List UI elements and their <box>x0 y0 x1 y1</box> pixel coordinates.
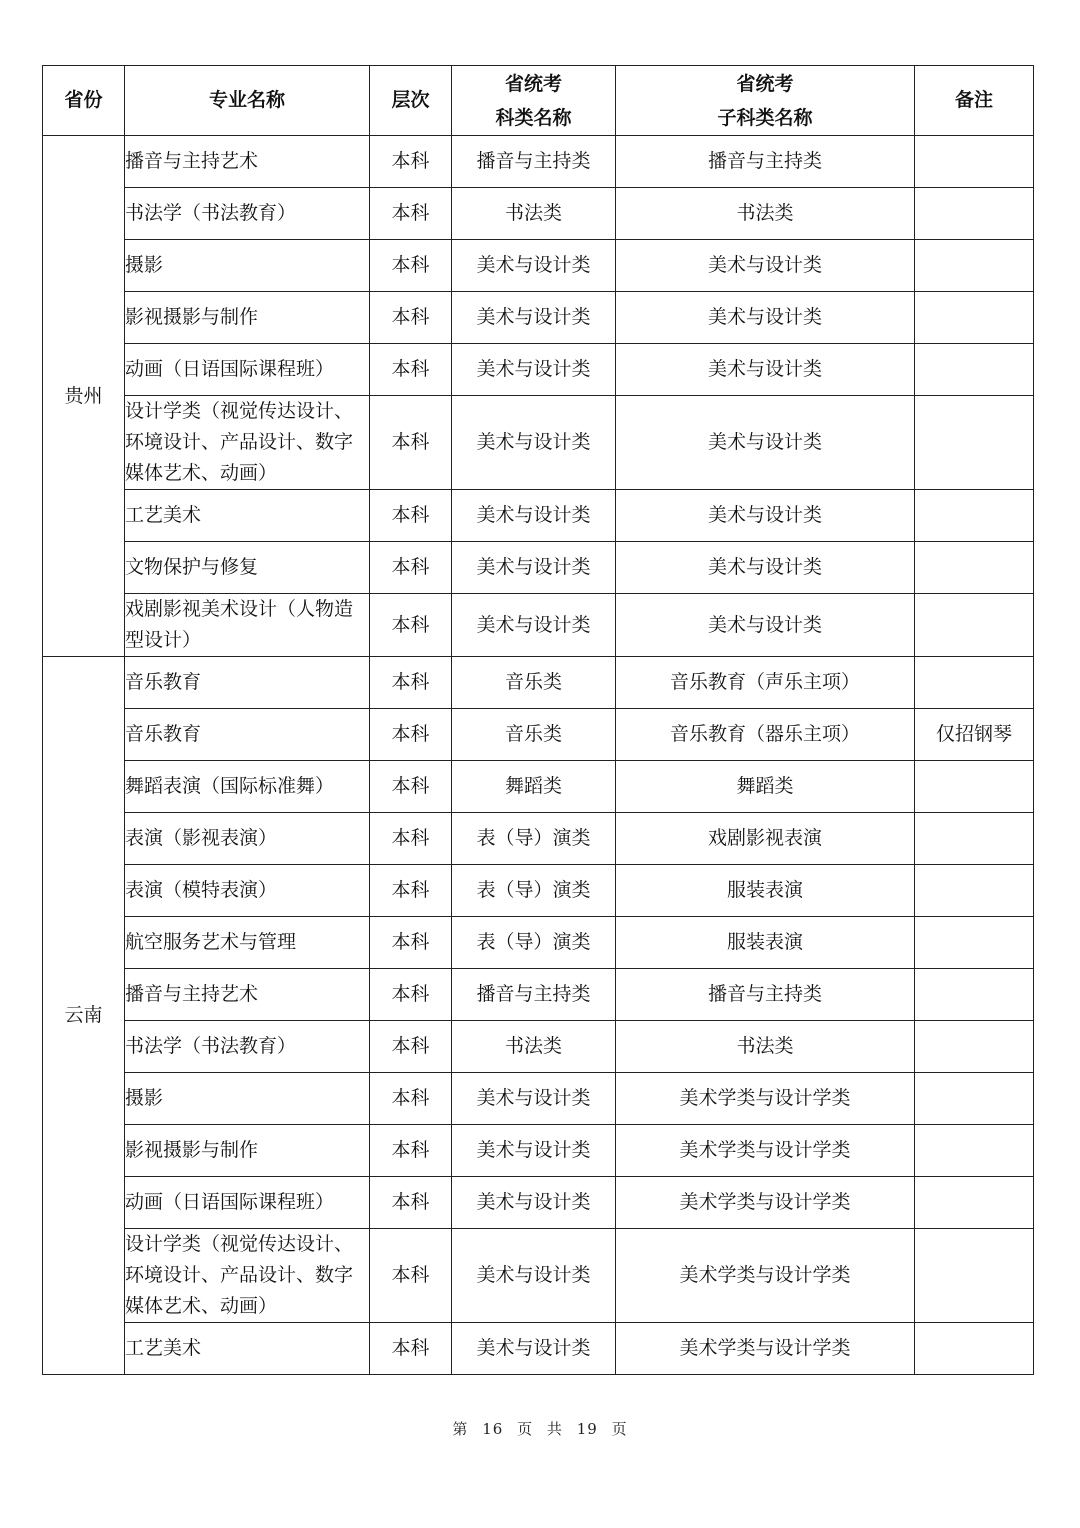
category-cell: 美术与设计类 <box>452 1177 616 1229</box>
header-subcategory-line1: 省统考 <box>736 72 794 95</box>
table-body <box>43 136 1034 1375</box>
category-cell: 书法类 <box>452 188 616 240</box>
table-row <box>43 813 1034 865</box>
subcategory-cell: 书法类 <box>616 1021 915 1073</box>
remark-cell <box>915 1323 1034 1375</box>
table-row <box>43 1177 1034 1229</box>
header-category-line1: 省统考 <box>504 72 562 95</box>
table-row <box>43 1021 1034 1073</box>
major-cell: 播音与主持艺术 <box>125 136 370 188</box>
remark-cell <box>915 1177 1034 1229</box>
header-remark: 备注 <box>915 66 1034 136</box>
subcategory-cell: 服装表演 <box>616 865 915 917</box>
category-cell: 美术与设计类 <box>452 1125 616 1177</box>
major-cell: 书法学（书法教育） <box>125 1021 370 1073</box>
subcategory-cell: 书法类 <box>616 188 915 240</box>
table-row <box>43 865 1034 917</box>
level-cell: 本科 <box>370 396 452 490</box>
subcategory-cell: 舞蹈类 <box>616 761 915 813</box>
level-cell: 本科 <box>370 917 452 969</box>
header-subcategory-line2: 子科类名称 <box>717 106 813 129</box>
header-row <box>43 66 1034 136</box>
table-row <box>43 240 1034 292</box>
table-row <box>43 396 1034 490</box>
category-cell: 美术与设计类 <box>452 1073 616 1125</box>
major-cell: 摄影 <box>125 1073 370 1125</box>
remark-cell <box>915 969 1034 1021</box>
major-cell: 书法学（书法教育） <box>125 188 370 240</box>
level-cell: 本科 <box>370 813 452 865</box>
remark-cell: 仅招钢琴 <box>915 709 1034 761</box>
table-row <box>43 917 1034 969</box>
subcategory-cell: 美术学类与设计学类 <box>616 1073 915 1125</box>
subcategory-cell: 美术与设计类 <box>616 594 915 657</box>
category-cell: 表（导）演类 <box>452 865 616 917</box>
major-cell: 航空服务艺术与管理 <box>125 917 370 969</box>
remark-cell <box>915 1021 1034 1073</box>
table-row <box>43 657 1034 709</box>
footer-word-ye: 页 <box>517 1420 534 1438</box>
level-cell: 本科 <box>370 542 452 594</box>
subcategory-cell: 美术与设计类 <box>616 396 915 490</box>
major-cell: 工艺美术 <box>125 490 370 542</box>
subcategory-cell: 美术与设计类 <box>616 240 915 292</box>
header-major: 专业名称 <box>125 66 370 136</box>
level-cell: 本科 <box>370 292 452 344</box>
remark-cell <box>915 188 1034 240</box>
category-cell: 美术与设计类 <box>452 240 616 292</box>
major-cell: 音乐教育 <box>125 709 370 761</box>
category-cell: 美术与设计类 <box>452 1323 616 1375</box>
category-cell: 美术与设计类 <box>452 1229 616 1323</box>
major-cell: 动画（日语国际课程班） <box>125 1177 370 1229</box>
remark-cell <box>915 1073 1034 1125</box>
level-cell: 本科 <box>370 1125 452 1177</box>
level-cell: 本科 <box>370 188 452 240</box>
table-row <box>43 1125 1034 1177</box>
page-footer <box>0 1418 1080 1439</box>
subcategory-cell: 美术学类与设计学类 <box>616 1177 915 1229</box>
table-row <box>43 344 1034 396</box>
major-cell: 工艺美术 <box>125 1323 370 1375</box>
remark-cell <box>915 917 1034 969</box>
footer-word-di: 第 <box>452 1420 469 1438</box>
subcategory-cell: 美术与设计类 <box>616 292 915 344</box>
remark-cell <box>915 594 1034 657</box>
remark-cell <box>915 344 1034 396</box>
major-cell: 音乐教育 <box>125 657 370 709</box>
level-cell: 本科 <box>370 709 452 761</box>
level-cell: 本科 <box>370 240 452 292</box>
category-cell: 美术与设计类 <box>452 542 616 594</box>
category-cell: 表（导）演类 <box>452 917 616 969</box>
remark-cell <box>915 865 1034 917</box>
remark-cell <box>915 1229 1034 1323</box>
subcategory-cell: 音乐教育（器乐主项） <box>616 709 915 761</box>
subcategory-cell: 服装表演 <box>616 917 915 969</box>
level-cell: 本科 <box>370 761 452 813</box>
subcategory-cell: 播音与主持类 <box>616 969 915 1021</box>
table-row <box>43 1323 1034 1375</box>
subcategory-cell: 戏剧影视表演 <box>616 813 915 865</box>
level-cell: 本科 <box>370 594 452 657</box>
remark-cell <box>915 813 1034 865</box>
table-row <box>43 542 1034 594</box>
major-cell: 影视摄影与制作 <box>125 292 370 344</box>
level-cell: 本科 <box>370 1073 452 1125</box>
major-cell: 戏剧影视美术设计（人物造型设计） <box>125 594 370 657</box>
subcategory-cell: 美术学类与设计学类 <box>616 1229 915 1323</box>
category-cell: 美术与设计类 <box>452 292 616 344</box>
header-level: 层次 <box>370 66 452 136</box>
major-cell: 摄影 <box>125 240 370 292</box>
major-cell: 设计学类（视觉传达设计、环境设计、产品设计、数字媒体艺术、动画） <box>125 1229 370 1323</box>
province-cell: 云南 <box>43 657 125 1375</box>
header-subcategory <box>616 66 915 136</box>
table-row <box>43 1073 1034 1125</box>
major-cell: 播音与主持艺术 <box>125 969 370 1021</box>
remark-cell <box>915 657 1034 709</box>
table-row <box>43 594 1034 657</box>
footer-total-pages: 19 <box>576 1420 598 1438</box>
category-cell: 舞蹈类 <box>452 761 616 813</box>
header-province: 省份 <box>43 66 125 136</box>
major-cell: 表演（影视表演） <box>125 813 370 865</box>
major-cell: 动画（日语国际课程班） <box>125 344 370 396</box>
major-cell: 影视摄影与制作 <box>125 1125 370 1177</box>
level-cell: 本科 <box>370 136 452 188</box>
level-cell: 本科 <box>370 969 452 1021</box>
footer-word-gong: 共 <box>546 1420 563 1438</box>
major-table <box>42 65 1034 1375</box>
category-cell: 书法类 <box>452 1021 616 1073</box>
table-row <box>43 490 1034 542</box>
table-row <box>43 292 1034 344</box>
category-cell: 音乐类 <box>452 709 616 761</box>
table-row <box>43 709 1034 761</box>
table-row <box>43 188 1034 240</box>
remark-cell <box>915 396 1034 490</box>
remark-cell <box>915 240 1034 292</box>
major-cell: 表演（模特表演） <box>125 865 370 917</box>
major-cell: 设计学类（视觉传达设计、环境设计、产品设计、数字媒体艺术、动画） <box>125 396 370 490</box>
level-cell: 本科 <box>370 865 452 917</box>
table-row <box>43 1229 1034 1323</box>
subcategory-cell: 音乐教育（声乐主项） <box>616 657 915 709</box>
level-cell: 本科 <box>370 657 452 709</box>
level-cell: 本科 <box>370 1323 452 1375</box>
subcategory-cell: 美术与设计类 <box>616 490 915 542</box>
level-cell: 本科 <box>370 1229 452 1323</box>
subcategory-cell: 美术与设计类 <box>616 542 915 594</box>
level-cell: 本科 <box>370 344 452 396</box>
remark-cell <box>915 542 1034 594</box>
level-cell: 本科 <box>370 1177 452 1229</box>
header-category-line2: 科类名称 <box>495 106 572 129</box>
table-row <box>43 136 1034 188</box>
header-category <box>452 66 616 136</box>
subcategory-cell: 美术学类与设计学类 <box>616 1125 915 1177</box>
subcategory-cell: 播音与主持类 <box>616 136 915 188</box>
subcategory-cell: 美术与设计类 <box>616 344 915 396</box>
category-cell: 播音与主持类 <box>452 136 616 188</box>
remark-cell <box>915 490 1034 542</box>
table-row <box>43 969 1034 1021</box>
category-cell: 表（导）演类 <box>452 813 616 865</box>
category-cell: 美术与设计类 <box>452 344 616 396</box>
subcategory-cell: 美术学类与设计学类 <box>616 1323 915 1375</box>
footer-page-number: 16 <box>482 1420 504 1438</box>
remark-cell <box>915 761 1034 813</box>
remark-cell <box>915 292 1034 344</box>
category-cell: 音乐类 <box>452 657 616 709</box>
province-cell: 贵州 <box>43 136 125 657</box>
level-cell: 本科 <box>370 490 452 542</box>
major-cell: 舞蹈表演（国际标准舞） <box>125 761 370 813</box>
remark-cell <box>915 1125 1034 1177</box>
remark-cell <box>915 136 1034 188</box>
category-cell: 美术与设计类 <box>452 490 616 542</box>
category-cell: 美术与设计类 <box>452 594 616 657</box>
footer-word-ye-2: 页 <box>611 1420 628 1438</box>
major-cell: 文物保护与修复 <box>125 542 370 594</box>
category-cell: 美术与设计类 <box>452 396 616 490</box>
category-cell: 播音与主持类 <box>452 969 616 1021</box>
level-cell: 本科 <box>370 1021 452 1073</box>
table-row <box>43 761 1034 813</box>
